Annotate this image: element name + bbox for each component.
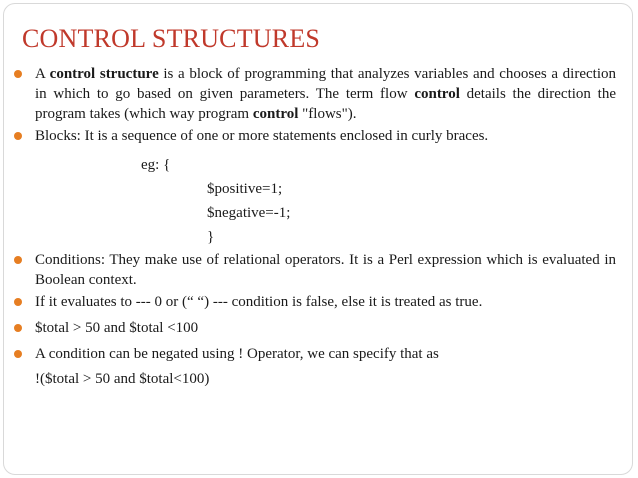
bullet-negation: A condition can be negated using ! Operator, we can specify that as [35, 346, 439, 362]
code-eg: eg: { [141, 157, 171, 173]
bullet-marker [14, 70, 22, 78]
code-close-brace: } [207, 229, 215, 245]
bullet-marker [14, 324, 22, 332]
bullet-marker [14, 350, 22, 358]
bullet-marker [14, 256, 22, 264]
bullet-total-condition: $total > 50 and $total <100 [35, 320, 199, 336]
bullet-blocks: Blocks: It is a sequence of one or more statements enclosed in curly braces. [35, 128, 489, 144]
bullet-conditions: Conditions: They make use of relational operators. It is a Perl expression which is evaluated in Boolean context. [35, 252, 616, 288]
bullet-marker [14, 298, 22, 306]
bullet-marker [14, 132, 22, 140]
bullet-control-structure: A control structure is a block of programming that analyzes variables and chooses a direction in which to go based on given parameters. The term flow control details the direction the program takes (which way program control "flows"). [35, 66, 616, 122]
negation-example: !($total > 50 and $total<100) [35, 371, 210, 387]
term-control-2: control [252, 106, 299, 122]
term-control-structure: control structure [49, 66, 159, 82]
slide-title: CONTROL STRUCTURES [22, 24, 321, 53]
code-line-negative: $negative=-1; [207, 205, 291, 221]
bullet-evaluates: If it evaluates to --- 0 or (“ “) --- condition is false, else it is treated as true. [35, 294, 483, 310]
term-control: control [414, 86, 460, 102]
code-line-positive: $positive=1; [207, 181, 283, 197]
